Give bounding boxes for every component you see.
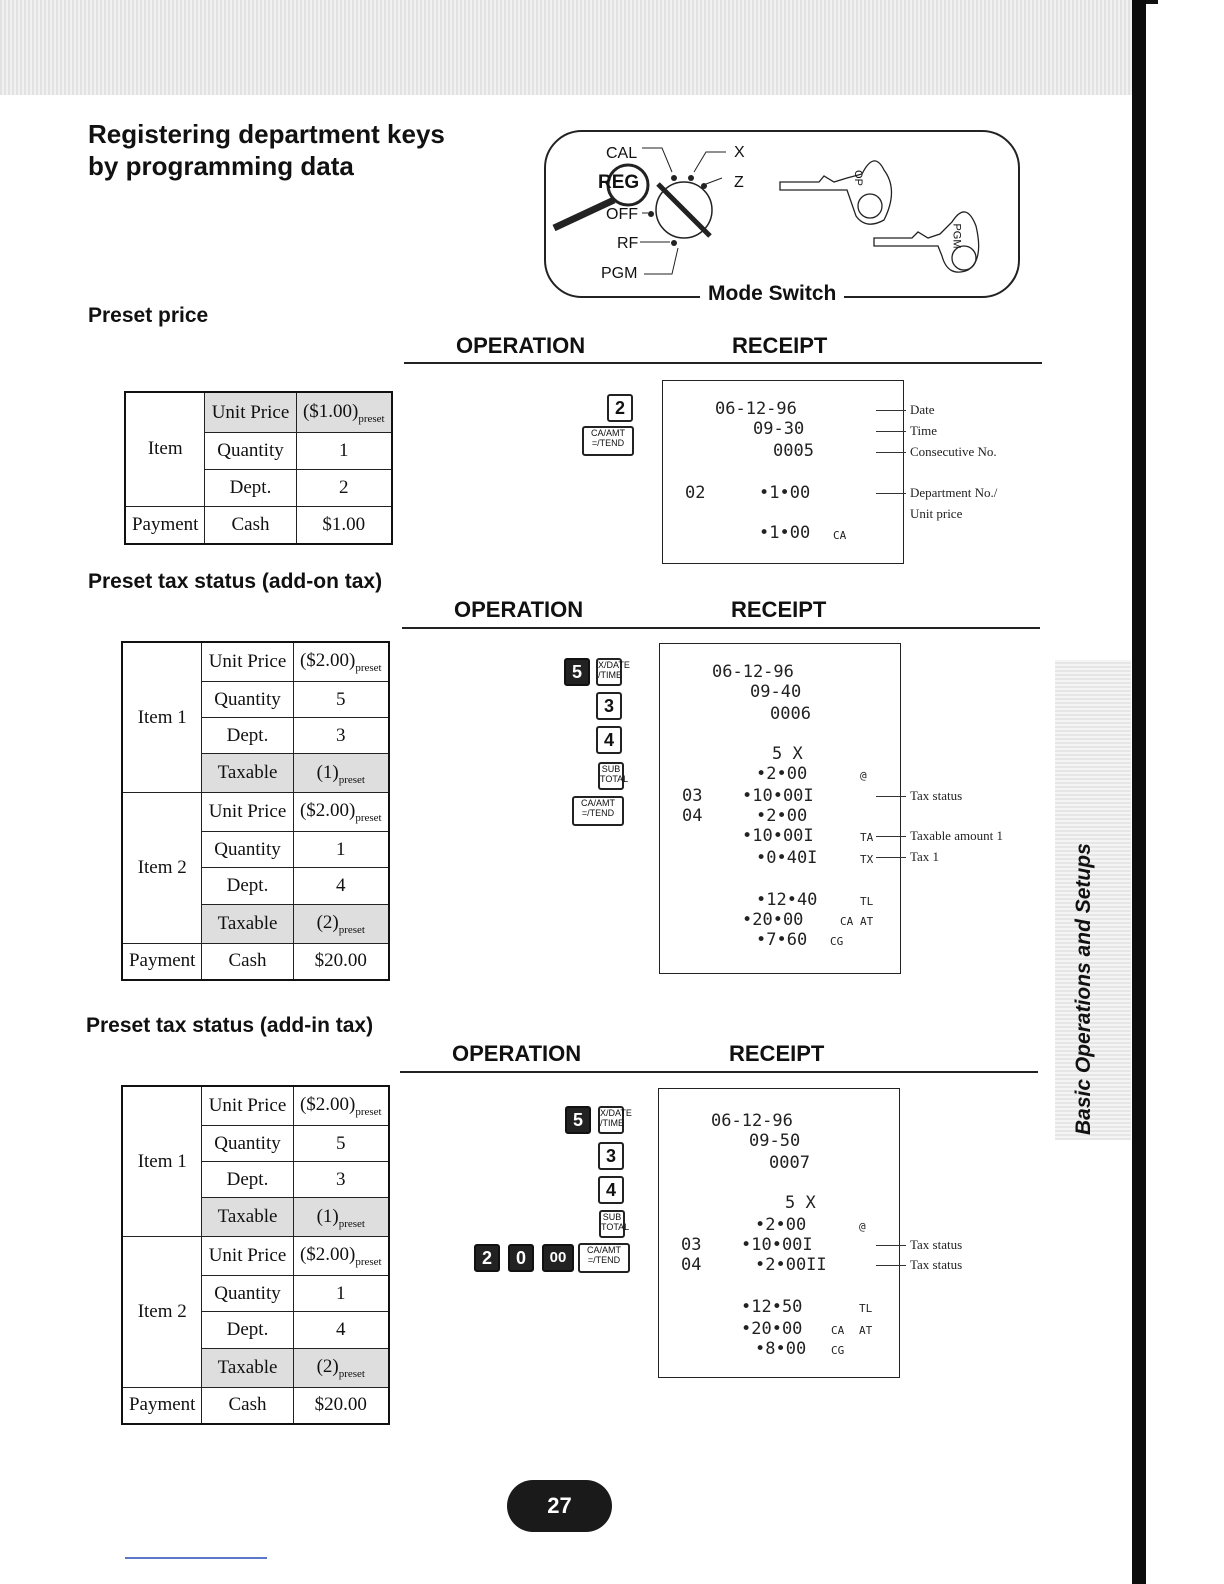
bottom-link-line bbox=[125, 1557, 267, 1559]
receipt-cash: •20•00 bbox=[741, 1319, 803, 1339]
cash-label: Cash bbox=[205, 506, 296, 544]
dept-label: Dept. bbox=[205, 469, 296, 506]
quantity-value: 5 bbox=[293, 1126, 389, 1162]
receipt-subtotal-symbol: TL bbox=[859, 1302, 873, 1315]
receipt-cash: •20•00 bbox=[742, 910, 804, 930]
receipt-amt4: •2•00 bbox=[756, 806, 808, 826]
note-consecutive: Consecutive No. bbox=[910, 444, 997, 459]
unit-price-value: $(\$2.00)_{preset}$ bbox=[293, 1086, 389, 1126]
dept-value: 2 bbox=[296, 469, 392, 506]
section3-operation-header: OPERATION bbox=[452, 1041, 582, 1066]
section3-receipt-header: RECEIPT bbox=[729, 1041, 825, 1066]
dept-label: Dept. bbox=[202, 1162, 293, 1198]
receipt-cash-symbol: CA bbox=[831, 1324, 845, 1337]
receipt-subtotal: •12•50 bbox=[741, 1297, 803, 1317]
cash-label: Cash bbox=[202, 1387, 293, 1424]
dept-label: Dept. bbox=[202, 718, 293, 754]
receipt-line-amount: •1•00 bbox=[759, 483, 811, 503]
note-tax-status: Tax status bbox=[910, 1257, 963, 1272]
num-5-key[interactable]: 5 bbox=[565, 1106, 591, 1134]
note-dept2: Unit price bbox=[910, 506, 963, 521]
cash-value: $20.00 bbox=[293, 1387, 389, 1424]
receipt-dept4: 04 bbox=[682, 806, 703, 826]
receipt-time: 09-40 bbox=[750, 682, 802, 702]
unit-price-value: $(\$2.00)_{preset}$ bbox=[293, 1237, 389, 1276]
page-number: 27 bbox=[507, 1480, 612, 1532]
receipt-qty: 5 X bbox=[785, 1193, 816, 1213]
unit-price-label: Unit Price bbox=[205, 392, 296, 433]
page-title bbox=[88, 118, 445, 182]
section2-rule bbox=[402, 627, 1040, 629]
date-time-key[interactable]: X/DATE /TIME bbox=[598, 1106, 624, 1134]
op-key-icon bbox=[780, 161, 892, 224]
section3-table bbox=[121, 1085, 390, 1425]
section1-operation-header: OPERATION bbox=[456, 333, 586, 358]
section2-table bbox=[121, 641, 390, 981]
receipt-time: 09-50 bbox=[749, 1131, 801, 1151]
receipt-consecutive: 0005 bbox=[773, 441, 814, 461]
taxable-label: Taxable bbox=[202, 1198, 293, 1237]
section1-rule bbox=[404, 362, 1042, 364]
mode-reg-label: REG bbox=[598, 172, 640, 193]
section3-receipt bbox=[658, 1088, 900, 1378]
receipt-change: •7•60 bbox=[756, 930, 808, 950]
payment-label: Payment bbox=[125, 506, 205, 544]
receipt-dept: 02 bbox=[685, 483, 706, 503]
tend-key[interactable]: CA/AMT =/TEND bbox=[572, 796, 624, 826]
receipt-unit: •2•00 bbox=[756, 764, 808, 784]
mode-z-label: Z bbox=[734, 174, 744, 191]
section2-title: Preset tax status (add-on tax) bbox=[88, 570, 383, 593]
note-tax: Tax 1 bbox=[910, 849, 940, 864]
receipt-cash-symbol: CA bbox=[840, 915, 854, 928]
side-tab-label: Basic Operations and Setups bbox=[1072, 843, 1095, 1135]
date-time-key[interactable]: X/DATE /TIME bbox=[596, 658, 622, 686]
note-line bbox=[876, 431, 906, 432]
item-cell: Item bbox=[125, 392, 205, 506]
dept-value: 4 bbox=[293, 1312, 389, 1348]
unit-price-value: $(\$2.00)_{preset}$ bbox=[293, 642, 389, 682]
receipt-cash-right-symbol: AT bbox=[859, 1324, 873, 1337]
note-line bbox=[876, 1265, 906, 1266]
note-taxable-amount: Taxable amount 1 bbox=[910, 828, 1003, 843]
op-key-label: OP bbox=[851, 170, 864, 186]
leader-line bbox=[694, 152, 726, 172]
num-00-key[interactable]: 00 bbox=[542, 1244, 574, 1272]
quantity-label: Quantity bbox=[202, 832, 293, 868]
taxable-label: Taxable bbox=[202, 904, 293, 943]
dept-label: Dept. bbox=[202, 1312, 293, 1348]
note-date: Date bbox=[910, 402, 935, 417]
item1-cell: Item 1 bbox=[122, 1086, 202, 1237]
leader-line bbox=[706, 178, 722, 184]
section1-receipt-header: RECEIPT bbox=[732, 333, 828, 358]
page-edge-tick bbox=[1146, 0, 1158, 4]
cash-value: $20.00 bbox=[293, 943, 389, 980]
taxable-value: $(2)_{preset}$ bbox=[293, 1348, 389, 1387]
page-edge-bar bbox=[1132, 0, 1146, 1584]
receipt-total: •1•00 bbox=[759, 523, 811, 543]
note-dept1: Department No./ bbox=[910, 485, 998, 500]
note-line bbox=[876, 410, 906, 411]
header-band bbox=[0, 0, 1140, 95]
dial-dot bbox=[688, 175, 694, 181]
dept-value: 3 bbox=[293, 1162, 389, 1198]
quantity-label: Quantity bbox=[202, 1126, 293, 1162]
receipt-consecutive: 0006 bbox=[770, 704, 811, 724]
note-time: Time bbox=[910, 423, 937, 438]
cash-value: $1.00 bbox=[296, 506, 392, 544]
receipt-subtotal: •12•40 bbox=[756, 890, 818, 910]
receipt-date: 06-12-96 bbox=[711, 1111, 793, 1131]
tend-key[interactable]: CA/AMT =/TEND bbox=[578, 1243, 630, 1273]
receipt-change-symbol: CG bbox=[831, 1344, 845, 1357]
payment-label: Payment bbox=[122, 943, 202, 980]
quantity-label: Quantity bbox=[202, 1276, 293, 1312]
section3-rule bbox=[400, 1071, 1038, 1073]
receipt-dept3: 03 bbox=[682, 786, 703, 806]
dept2-key[interactable]: 2 bbox=[607, 394, 633, 422]
note-line bbox=[876, 836, 906, 837]
receipt-consecutive: 0007 bbox=[769, 1153, 810, 1173]
receipt-unit-symbol: @ bbox=[859, 1220, 866, 1233]
item2-cell: Item 2 bbox=[122, 1237, 202, 1387]
quantity-value: 1 bbox=[293, 1276, 389, 1312]
receipt-amt4: •2•00II bbox=[755, 1255, 827, 1275]
leader-line bbox=[642, 148, 672, 172]
receipt-taxable-symbol: TA bbox=[860, 831, 874, 844]
num-0-key[interactable]: 0 bbox=[508, 1244, 534, 1272]
receipt-tax: •0•40I bbox=[756, 848, 818, 868]
taxable-value: $(1)_{preset}$ bbox=[293, 1198, 389, 1237]
receipt-change-symbol: CG bbox=[830, 935, 844, 948]
receipt-date: 06-12-96 bbox=[712, 662, 794, 682]
mode-switch-title: Mode Switch bbox=[700, 282, 844, 306]
subtotal-key[interactable]: SUB TOTAL bbox=[598, 762, 624, 790]
receipt-unit-symbol: @ bbox=[860, 769, 867, 782]
pgm-key-icon bbox=[874, 212, 979, 272]
receipt-amt3: •10•00I bbox=[741, 1235, 813, 1255]
mode-cal-label: CAL bbox=[606, 145, 638, 162]
page-title-line2: by programming data bbox=[88, 151, 354, 181]
section1-receipt bbox=[662, 380, 904, 564]
dept3-key[interactable]: 3 bbox=[596, 692, 622, 720]
taxable-value: $(1)_{preset}$ bbox=[293, 754, 389, 793]
section2-receipt-header: RECEIPT bbox=[731, 597, 827, 622]
receipt-change: •8•00 bbox=[755, 1339, 807, 1359]
unit-price-label: Unit Price bbox=[202, 1237, 293, 1276]
quantity-value: 1 bbox=[293, 832, 389, 868]
section2-receipt bbox=[659, 643, 901, 974]
section1-table bbox=[124, 391, 393, 545]
dial-dot bbox=[671, 175, 677, 181]
item1-cell: Item 1 bbox=[122, 642, 202, 793]
section1-title: Preset price bbox=[88, 304, 209, 327]
receipt-dept3: 03 bbox=[681, 1235, 702, 1255]
quantity-value: 1 bbox=[296, 433, 392, 470]
dept-label: Dept. bbox=[202, 868, 293, 904]
note-line bbox=[876, 1245, 906, 1246]
unit-price-label: Unit Price bbox=[202, 793, 293, 832]
leader-line bbox=[644, 248, 678, 274]
dept4-key[interactable]: 4 bbox=[596, 726, 622, 754]
note-line bbox=[876, 796, 906, 797]
note-line bbox=[876, 452, 906, 453]
num-5-key[interactable]: 5 bbox=[564, 658, 590, 686]
pgm-key-label: PGM bbox=[950, 223, 963, 249]
unit-price-value: $(\$2.00)_{preset}$ bbox=[293, 793, 389, 832]
num-2-key[interactable]: 2 bbox=[474, 1244, 500, 1272]
quantity-value: 5 bbox=[293, 682, 389, 718]
dept-value: 4 bbox=[293, 868, 389, 904]
receipt-tax-symbol: TX bbox=[860, 853, 874, 866]
item2-cell: Item 2 bbox=[122, 793, 202, 943]
magnifier-handle bbox=[554, 200, 614, 228]
note-line bbox=[876, 857, 906, 858]
tend-key[interactable]: CA/AMT =/TEND bbox=[582, 426, 634, 456]
note-line bbox=[876, 493, 906, 494]
receipt-date: 06-12-96 bbox=[715, 399, 797, 419]
taxable-label: Taxable bbox=[202, 754, 293, 793]
section2-operation-header: OPERATION bbox=[454, 597, 584, 622]
unit-price-label: Unit Price bbox=[202, 1086, 293, 1126]
mode-off-label: OFF bbox=[606, 206, 638, 223]
dial-dot bbox=[648, 211, 654, 217]
receipt-cash-right-symbol: AT bbox=[860, 915, 874, 928]
section3-title: Preset tax status (add-in tax) bbox=[86, 1014, 374, 1037]
page-title-line1: Registering department keys bbox=[88, 119, 445, 149]
mode-x-label: X bbox=[734, 144, 745, 161]
payment-label: Payment bbox=[122, 1387, 202, 1424]
dept3-key[interactable]: 3 bbox=[598, 1142, 624, 1170]
dept-value: 3 bbox=[293, 718, 389, 754]
subtotal-key[interactable]: SUB TOTAL bbox=[599, 1210, 625, 1238]
note-tax-status: Tax status bbox=[910, 1237, 963, 1252]
mode-rf-label: RF bbox=[617, 235, 639, 252]
receipt-qty: 5 X bbox=[772, 744, 803, 764]
receipt-amt3: •10•00I bbox=[742, 786, 814, 806]
quantity-label: Quantity bbox=[202, 682, 293, 718]
receipt-unit: •2•00 bbox=[755, 1215, 807, 1235]
receipt-dept4: 04 bbox=[681, 1255, 702, 1275]
dial-dot bbox=[671, 240, 677, 246]
taxable-label: Taxable bbox=[202, 1348, 293, 1387]
note-tax-status: Tax status bbox=[910, 788, 963, 803]
mode-pgm-label: PGM bbox=[601, 265, 638, 282]
unit-price-value: $(\$1.00)_{preset}$ bbox=[296, 392, 392, 433]
dial-pointer bbox=[658, 184, 710, 236]
receipt-taxable: •10•00I bbox=[742, 826, 814, 846]
dept4-key[interactable]: 4 bbox=[598, 1176, 624, 1204]
receipt-total-symbol: CA bbox=[833, 529, 847, 542]
quantity-label: Quantity bbox=[205, 433, 296, 470]
taxable-value: $(2)_{preset}$ bbox=[293, 904, 389, 943]
receipt-time: 09-30 bbox=[753, 419, 805, 439]
cash-label: Cash bbox=[202, 943, 293, 980]
receipt-subtotal-symbol: TL bbox=[860, 895, 874, 908]
unit-price-label: Unit Price bbox=[202, 642, 293, 682]
